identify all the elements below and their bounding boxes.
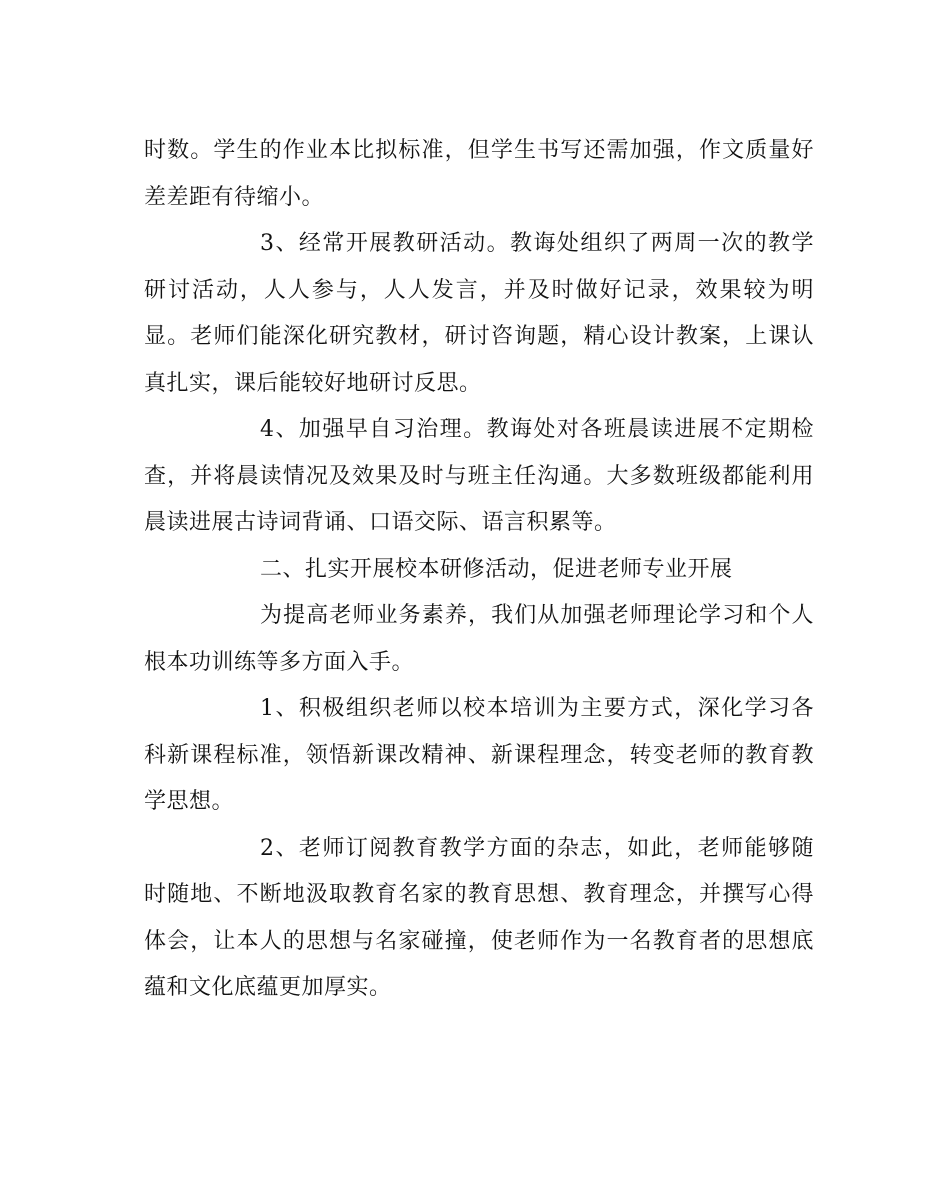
paragraph-morning-study: 4、加强早自习治理。教诲处对各班晨读进展不定期检查，并将晨读情况及效果及时与班主任沟通。大多数班级都能利用晨读进展古诗词背诵、口语交际、语言积累等。: [144, 417, 814, 535]
section-heading-school-based-training: 二、扎实开展校本研修活动，促进老师专业开展: [260, 556, 733, 582]
paragraph-magazines: 2、老师订阅教育教学方面的杂志，如此，老师能够随时随地、不断地汲取教育名家的教育思想、教育理念，并撰写心得体会，让本人的思想与名家碰撞，使老师作为一名教育者的思想底蕴和文化底蕴更加厚实。: [144, 835, 814, 1000]
paragraph-curriculum-standards: 1、积极组织老师以校本培训为主要方式，深化学习各科新课程标准，领悟新课改精神、新课程理念，转变老师的教育教学思想。: [144, 696, 814, 814]
paragraph-training-intro: 为提高老师业务素养，我们从加强老师理论学习和个人根本功训练等多方面入手。: [144, 603, 814, 675]
paragraph-continuation: 时数。学生的作业本比拟标准，但学生书写还需加强，作文质量好差差距有待缩小。: [144, 138, 814, 210]
paragraph-teaching-research: 3、经常开展教研活动。教诲处组织了两周一次的教学研讨活动，人人参与，人人发言，并及时做好记录，效果较为明显。老师们能深化研究教材，研讨咨询题，精心设计教案，上课认真扎实，课后能较好地研讨反思。: [144, 231, 814, 396]
document-body: [144, 128, 814, 1012]
